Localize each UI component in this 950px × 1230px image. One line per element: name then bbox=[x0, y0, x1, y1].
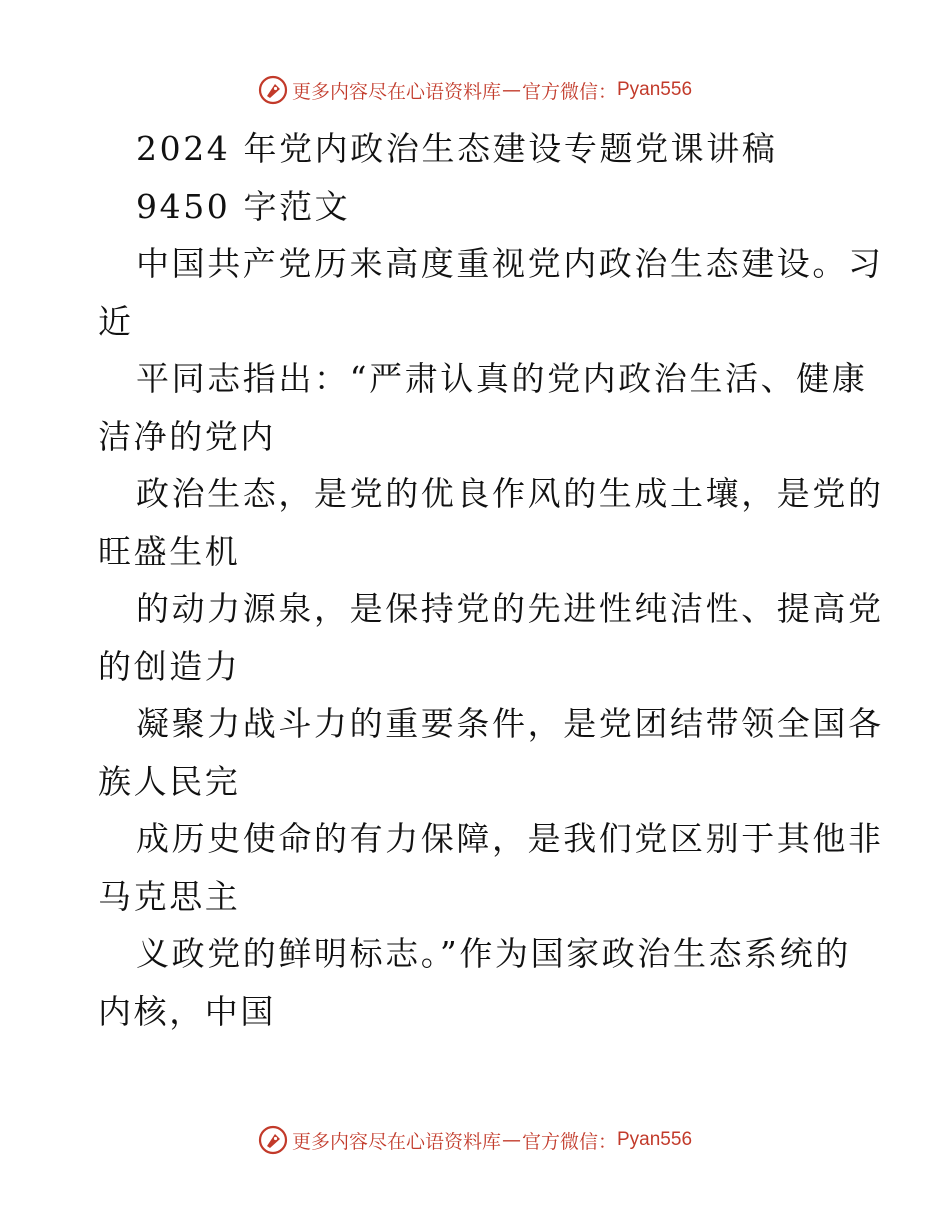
document-line: 族人民完 bbox=[98, 761, 241, 801]
document-line: 旺盛生机 bbox=[98, 531, 241, 571]
watermark-wechat-id: Pyan556 bbox=[617, 1129, 693, 1150]
watermark-label: 官方微信： bbox=[521, 80, 617, 103]
footer-watermark bbox=[0, 1122, 950, 1158]
document-lines bbox=[98, 120, 884, 1040]
watermark-label: 官方微信： bbox=[521, 1130, 617, 1153]
watermark-dash: — bbox=[501, 79, 521, 101]
watermark-dash: — bbox=[501, 1129, 521, 1151]
document-line: 马克思主 bbox=[98, 876, 241, 916]
document-line: 内核，中国 bbox=[98, 991, 276, 1031]
header-watermark bbox=[0, 72, 950, 108]
document-line: 的动力源泉，是保持党的先进性纯洁性、提高党 bbox=[136, 589, 884, 628]
document-line: 洁净的党内 bbox=[98, 416, 276, 456]
document-line: 近 bbox=[98, 301, 134, 341]
pen-nib-circle-icon bbox=[258, 75, 288, 105]
document-line: 成历史使命的有力保障，是我们党区别于其他非 bbox=[136, 819, 884, 858]
document-line: 政治生态，是党的优良作风的生成土壤，是党的 bbox=[136, 474, 884, 513]
pen-nib-circle-icon bbox=[258, 1125, 288, 1155]
document-line: 平同志指出：“严肃认真的党内政治生活、健康 bbox=[136, 359, 868, 398]
document-line: 义政党的鲜明标志。”作为国家政治生态系统的 bbox=[136, 934, 851, 973]
document-body bbox=[98, 120, 884, 1040]
document-line: 2024 年党内政治生态建设专题党课讲稿 bbox=[136, 129, 778, 168]
document-line: 9450 字范文 bbox=[136, 186, 351, 226]
document-line: 的创造力 bbox=[98, 646, 241, 686]
document-line: 凝聚力战斗力的重要条件，是党团结带领全国各 bbox=[136, 704, 884, 743]
watermark-wechat-id: Pyan556 bbox=[617, 79, 693, 100]
watermark-text: 更多内容尽在心语资料库 bbox=[291, 80, 501, 103]
watermark-text: 更多内容尽在心语资料库 bbox=[291, 1130, 501, 1153]
document-line: 中国共产党历来高度重视党内政治生态建设。习 bbox=[136, 244, 884, 283]
